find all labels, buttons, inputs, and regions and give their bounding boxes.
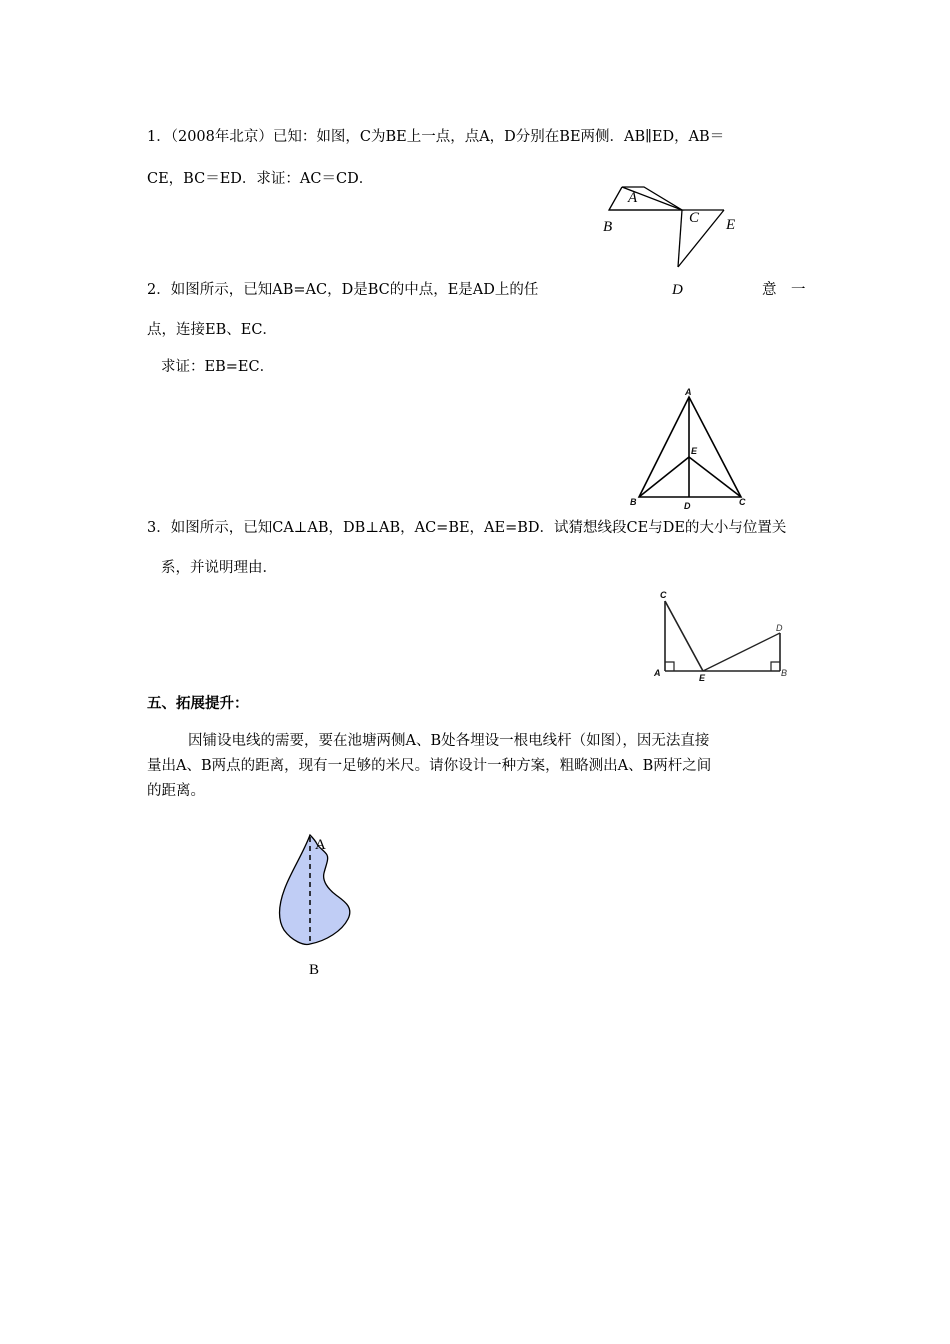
- p2-label-A: A: [685, 387, 692, 397]
- section5-para-line2: 量出A、B两点的距离，现有一足够的米尺。请你设计一种方案，粗略测出A、B两杆之间: [147, 758, 712, 774]
- problem2-line3: 求证：EB=EC．: [161, 359, 275, 375]
- p1-label-A: A: [628, 190, 638, 206]
- problem3-line2: 系，并说明理由．: [161, 560, 277, 576]
- p2-label-C: C: [739, 497, 746, 507]
- p1-label-D: D: [672, 282, 683, 298]
- problem1-line1: 1．（2008年北京）已知：如图，C为BE上一点，点A，D分别在BE两侧．AB∥ED，AB＝: [147, 129, 725, 145]
- p1-label-E: E: [726, 217, 736, 233]
- problem2-line1-tail: 意 一: [762, 282, 806, 298]
- section5-para-line1: 因铺设电线的需要，要在池塘两侧A、B处各埋设一根电线杆（如图），因无法直接: [188, 733, 710, 749]
- problem1-figure: [590, 180, 750, 305]
- p3-label-E: E: [699, 673, 706, 683]
- pond-label-B: B: [309, 962, 320, 978]
- problem2-line1: 2．如图所示，已知AB=AC，D是BC的中点，E是AD上的任: [147, 282, 539, 298]
- p3-label-C: C: [660, 590, 667, 600]
- problem1-line2: CE，BC＝ED．求证：AC＝CD．: [147, 171, 374, 187]
- section5-heading: 五、拓展提升：: [147, 696, 249, 712]
- p2-label-B: B: [630, 497, 637, 507]
- problem2-figure: [625, 385, 755, 515]
- p3-label-B: B: [781, 668, 788, 678]
- problem2-line2: 点，连接EB、EC．: [147, 322, 277, 338]
- p1-label-B: B: [603, 219, 613, 235]
- p3-label-D: D: [776, 623, 783, 633]
- problem3-line1: 3．如图所示，已知CA⊥AB，DB⊥AB，AC=BE，AE=BD．试猜想线段CE与DE的大小与位置关: [147, 520, 787, 536]
- p2-label-D: D: [684, 501, 691, 511]
- pond-figure: [270, 825, 380, 985]
- p1-label-C: C: [689, 210, 700, 226]
- pond-label-A: A: [315, 837, 326, 853]
- p3-label-A: A: [654, 668, 661, 678]
- p2-label-E: E: [691, 446, 698, 456]
- section5-para-line3: 的距离。: [147, 783, 205, 799]
- problem3-figure: [645, 585, 795, 685]
